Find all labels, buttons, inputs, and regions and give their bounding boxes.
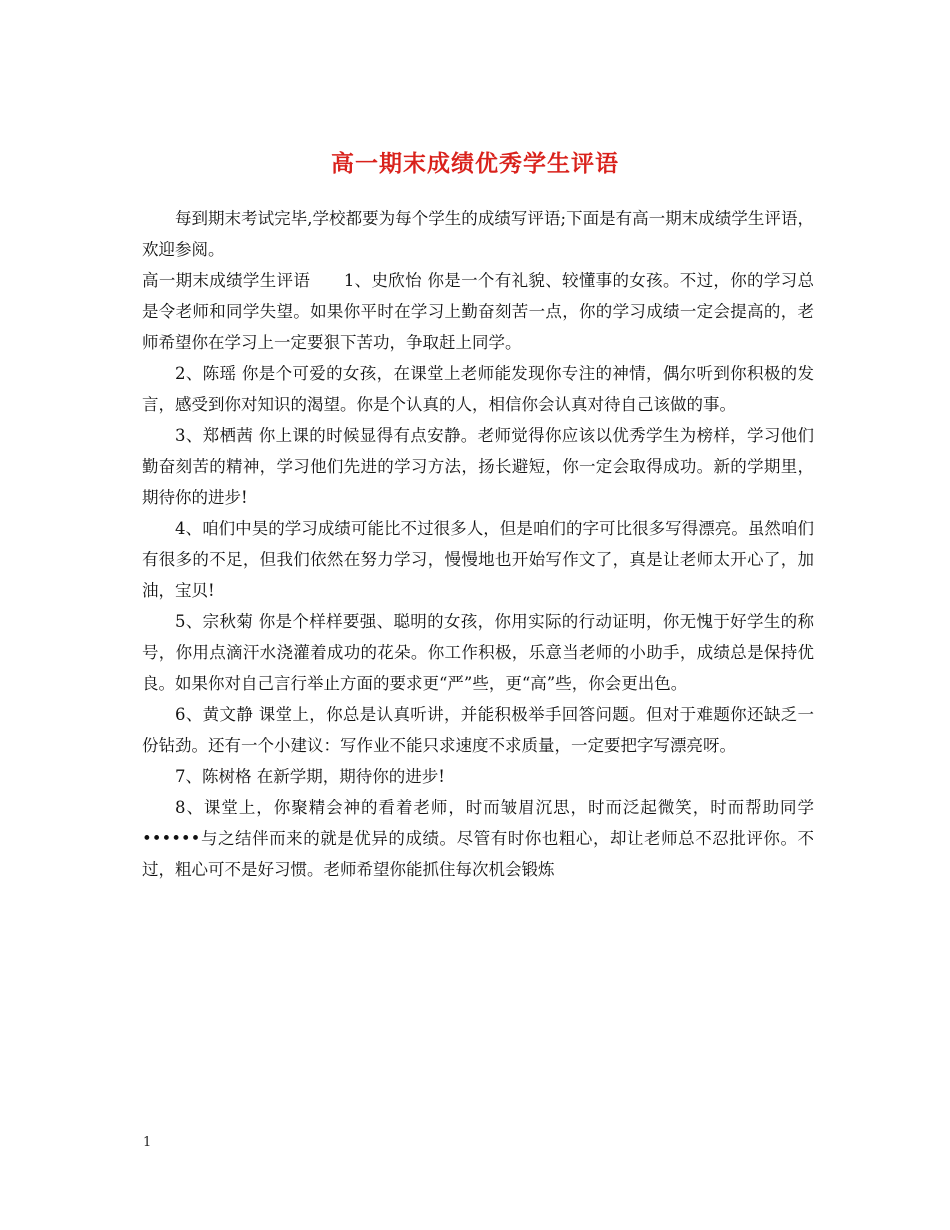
paragraph-comment-4: 4、咱们中昊的学习成绩可能比不过很多人，但是咱们的字可比很多写得漂亮。虽然咱们有很多的不足，但我们依然在努力学习，慢慢地也开始写作文了，真是让老师太开心了，加油，宝贝! xyxy=(142,519,814,600)
paragraph-comment-7: 7、陈树格 在新学期，期待你的进步! xyxy=(175,767,445,786)
paragraph-comment-8: 8、课堂上，你聚精会神的看着老师，时而皱眉沉思，时而泛起微笑，时而帮助同学••••••与之结伴而来的就是优异的成绩。尽管有时你也粗心，却让老师总不忍批评你。不过，粗心可不是好习惯。老师希望你能抓住每次机会锻炼 xyxy=(142,798,814,879)
document-body xyxy=(142,203,814,885)
paragraph-comment-2: 2、陈瑶 你是个可爱的女孩，在课堂上老师能发现你专注的神情，偶尔听到你积极的发言，感受到你对知识的渴望。你是个认真的人，相信你会认真对待自己该做的事。 xyxy=(142,364,814,414)
paragraph-comment-6: 6、黄文静 课堂上，你总是认真听讲，并能积极举手回答问题。但对于难题你还缺乏一份钻劲。还有一个小建议：写作业不能只求速度不求质量，一定要把字写漂亮呀。 xyxy=(142,705,814,755)
paragraph-intro: 每到期末考试完毕,学校都要为每个学生的成绩写评语;下面是有高一期末成绩学生评语，欢迎参阅。 xyxy=(142,209,814,259)
paragraph-comment-3: 3、郑栖茜 你上课的时候显得有点安静。老师觉得你应该以优秀学生为榜样，学习他们勤奋刻苦的精神，学习他们先进的学习方法，扬长避短，你一定会取得成功。新的学期里，期待你的进步! xyxy=(142,426,814,507)
paragraph-comment-1: 高一期末成绩学生评语 1、史欣怡 你是一个有礼貌、较懂事的女孩。不过，你的学习总是令老师和同学失望。如果你平时在学习上勤奋刻苦一点，你的学习成绩一定会提高的，老师希望你在学习上一定要狠下苦功，争取赶上同学。 xyxy=(142,271,814,352)
paragraph-comment-5: 5、宗秋菊 你是个样样要强、聪明的女孩，你用实际的行动证明，你无愧于好学生的称号，你用点滴汗水浇灌着成功的花朵。你工作积极，乐意当老师的小助手，成绩总是保持优良。如果你对自己言行举止方面的要求更“严”些，更“高”些，你会更出色。 xyxy=(142,612,814,693)
page-number: 1 xyxy=(143,1135,152,1150)
document-title: 高一期末成绩优秀学生评语 xyxy=(331,150,619,178)
